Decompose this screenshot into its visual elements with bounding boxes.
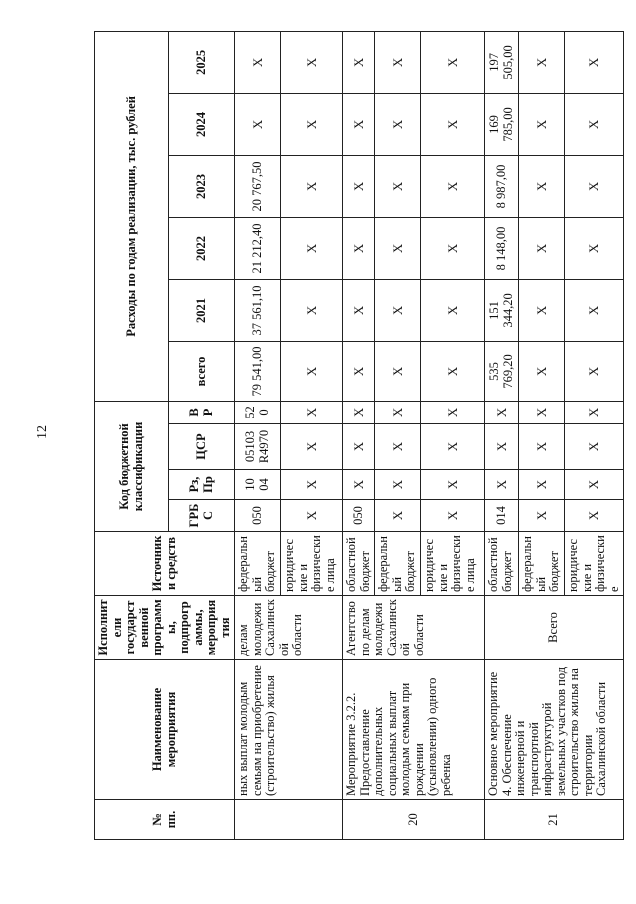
cell-name: ных выплат молодым семьям на приобретение (строительство) жилья [235,660,343,800]
header-num: № пп. [95,800,235,840]
cell-csr: X [485,424,519,470]
cell-vr: X [421,401,485,423]
cell-2024: X [421,93,485,155]
cell-2025: X [519,31,565,93]
cell-csr: X [519,424,565,470]
page-number: 12 [35,425,50,439]
header-name: Наименование мероприятия [95,660,235,800]
cell-rzpr: X [375,470,421,500]
cell-rzpr: X [485,470,519,500]
header-year-2023: 2023 [169,155,235,217]
cell-2023: X [565,155,624,217]
cell-2022: X [421,217,485,279]
rotated-table-frame [94,32,621,840]
cell-2025: X [375,31,421,93]
cell-2021: 37 561,10 [235,279,281,341]
cell-2025: 197 505,00 [485,31,519,93]
cell-2024: 169 785,00 [485,93,519,155]
cell-2021: X [565,279,624,341]
cell-2024: X [235,93,281,155]
cell-2022: 21 212,40 [235,217,281,279]
cell-source: юридические и физические лица [281,532,343,596]
cell-vr: 52 0 [235,401,281,423]
table-row [343,31,375,839]
cell-2025: X [281,31,343,93]
cell-vr: X [343,401,375,423]
cell-vr: X [519,401,565,423]
rotated-table-content [94,32,621,840]
cell-grbs: X [375,500,421,532]
cell-total: X [421,341,485,401]
cell-source: федеральный бюджет [375,532,421,596]
header-expenses: Расходы по годам реализации, тыс. рублей [95,31,169,401]
cell-source: юридические и физические лица [421,532,485,596]
cell-2022: X [375,217,421,279]
header-total: всего [169,341,235,401]
cell-total: X [519,341,565,401]
cell-2024: X [519,93,565,155]
cell-rzpr: X [421,470,485,500]
cell-2022: X [343,217,375,279]
header-year-2025: 2025 [169,31,235,93]
cell-2024: X [375,93,421,155]
cell-2023: X [281,155,343,217]
cell-executor: делам молодежи Сахалинской области [235,596,343,660]
cell-total: X [281,341,343,401]
cell-grbs: 050 [343,500,375,532]
cell-rzpr: X [281,470,343,500]
cell-grbs: 014 [485,500,519,532]
cell-grbs: X [281,500,343,532]
cell-no: 20 [343,800,485,840]
cell-2021: X [343,279,375,341]
header-rzpr: Рз, Пр [169,470,235,500]
cell-grbs: 050 [235,500,281,532]
cell-2023: X [343,155,375,217]
cell-source: федеральный бюджет [519,532,565,596]
cell-2025: X [343,31,375,93]
cell-vr: X [281,401,343,423]
budget-table [94,31,624,840]
cell-2023: X [519,155,565,217]
cell-2024: X [565,93,624,155]
cell-grbs: X [421,500,485,532]
cell-csr: X [375,424,421,470]
cell-2023: X [421,155,485,217]
cell-2021: X [375,279,421,341]
header-grbs: ГРБС [169,500,235,532]
cell-total: X [343,341,375,401]
cell-no: 21 [485,800,624,840]
table-row [485,31,519,839]
cell-2022: X [281,217,343,279]
cell-2022: 8 148,00 [485,217,519,279]
cell-rzpr: X [519,470,565,500]
header-sources: Источники средств [95,532,235,596]
cell-2023: X [375,155,421,217]
header-csr: ЦСР [169,424,235,470]
cell-rzpr: 10 04 [235,470,281,500]
cell-no [235,800,343,840]
cell-2025: X [421,31,485,93]
cell-executor: Агентство по делам молодежи Сахалинской области [343,596,485,660]
cell-2021: X [421,279,485,341]
cell-total: 535 769,20 [485,341,519,401]
cell-csr: X [565,424,624,470]
cell-grbs: X [519,500,565,532]
cell-2024: X [281,93,343,155]
cell-csr: X [281,424,343,470]
cell-name: Мероприятие 3.2.2. Предоставление дополнительных социальных выплат молодым семьям при рождении (усыновлении) одного ребенка [343,660,485,800]
cell-total: X [565,341,624,401]
cell-2022: X [519,217,565,279]
cell-2021: 151 344,20 [485,279,519,341]
header-executors: Исполнители государственной программы, подпрограммы, мероприятия [95,596,235,660]
cell-source: областной бюджет [485,532,519,596]
header-year-2022: 2022 [169,217,235,279]
cell-2025: X [235,31,281,93]
cell-source: областной бюджет [343,532,375,596]
header-year-2024: 2024 [169,93,235,155]
cell-source: федеральный бюджет [235,532,281,596]
cell-csr: X [421,424,485,470]
cell-rzpr: X [343,470,375,500]
cell-total: 79 541,00 [235,341,281,401]
cell-csr: 05103 R4970 [235,424,281,470]
cell-2025: X [565,31,624,93]
cell-executor: Всего [485,596,624,660]
cell-2021: X [519,279,565,341]
cell-vr: X [565,401,624,423]
cell-grbs: X [565,500,624,532]
table-row [235,31,281,839]
cell-2023: 8 987,00 [485,155,519,217]
cell-2023: 20 767,50 [235,155,281,217]
header-year-2021: 2021 [169,279,235,341]
cell-name: Основное мероприятие 4. Обеспечение инженерной и транспортной инфраструктурой земельных участков под строительство жилья на территории Сахалинской области [485,660,624,800]
cell-total: X [375,341,421,401]
cell-2021: X [281,279,343,341]
cell-2022: X [565,217,624,279]
header-budget-code: Код бюджетной классификации [95,401,169,531]
cell-2024: X [343,93,375,155]
cell-vr: X [375,401,421,423]
header-vr: ВР [169,401,235,423]
cell-rzpr: X [565,470,624,500]
cell-source: юридические и физические [565,532,624,596]
cell-vr: X [485,401,519,423]
cell-csr: X [343,424,375,470]
